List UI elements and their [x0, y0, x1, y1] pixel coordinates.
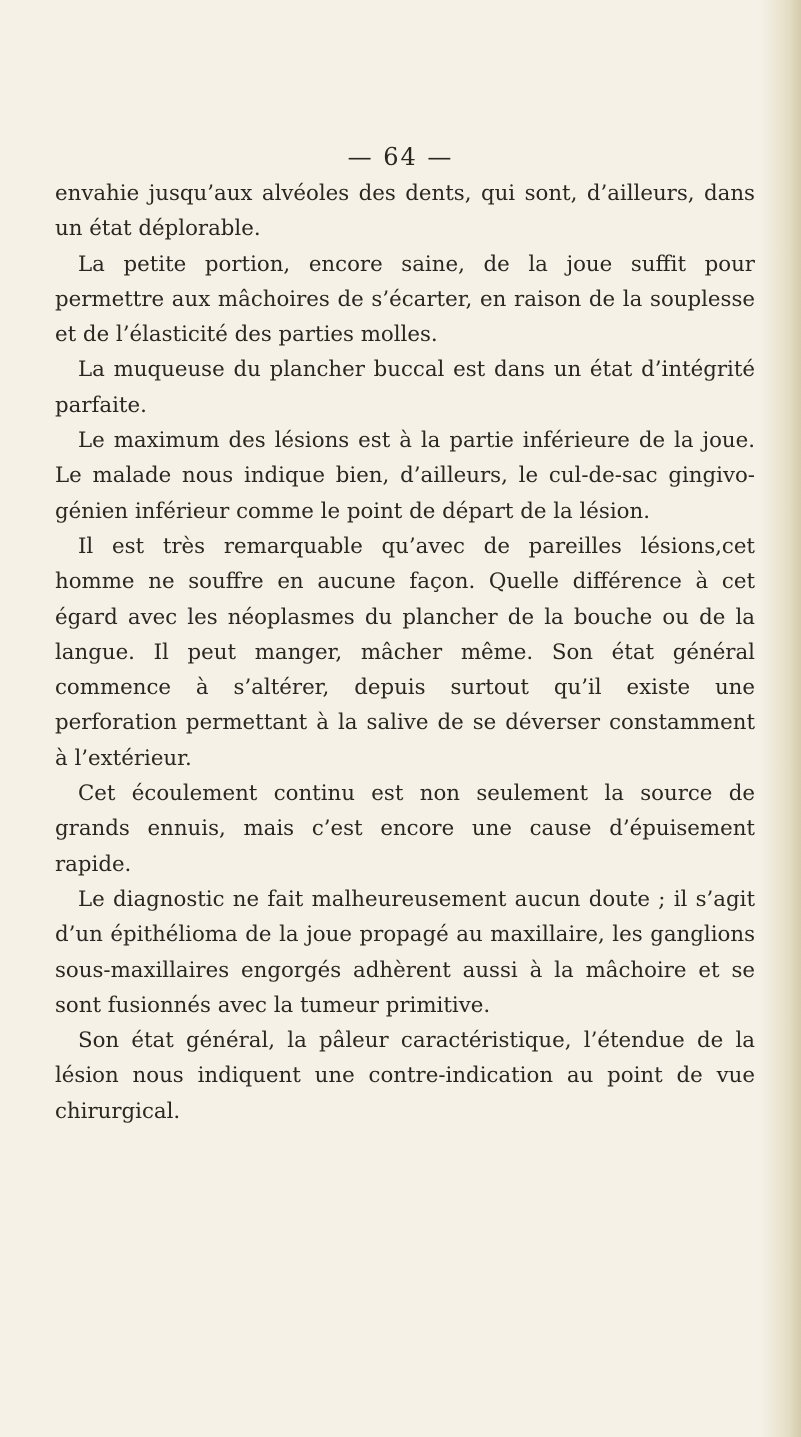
paragraph-5: Il est très remarquable qu’avec de pareilles lésions,cet homme ne souffre en aucune façon. Quelle différence à cet égard avec les néoplasmes du plancher de la bouche ou de la langue. Il peut manger, mâcher même. Son état général commence à s’altérer, depuis surtout qu’il existe une perforation permettant à la salive de se déverser constamment à l’extérieur.: [55, 533, 755, 771]
paragraph-6: Cet écoulement continu est non seulement la source de grands ennuis, mais c’est encore une cause d’épuisement rapide.: [55, 781, 755, 877]
page-number: — 64 —: [347, 143, 454, 171]
paragraph-1: envahie jusqu’aux alvéoles des dents, qui sont, d’ailleurs, dans un état déplorable.: [55, 181, 755, 242]
page-edge-shadow: [761, 0, 801, 1437]
paragraph-4: Le maximum des lésions est à la partie inférieure de la joue. Le malade nous indique bien, d’ailleurs, le cul-de-sac gingivo-génien inférieur comme le point de départ de la lésion.: [55, 428, 755, 524]
paragraph-2: La petite portion, encore saine, de la joue suffit pour permettre aux mâchoires de s’écarter, en raison de la souplesse et de l’élasticité des parties molles.: [55, 251, 755, 348]
paragraph-7: Le diagnostic ne fait malheureusement aucun doute ; il s’agit d’un épithélioma de la joue propagé au maxillaire, les ganglions sous-maxillaires engorgés adhèrent aussi à la mâchoire et se sont fusionnés avec la tumeur primitive.: [55, 886, 755, 1018]
paragraph-8: Son état général, la pâleur caractéristique, l’étendue de la lésion nous indiquent une contre-indication au point de vue chirurgical.: [55, 1028, 755, 1124]
paragraph-3: La muqueuse du plancher buccal est dans un état d’intégrité parfaite.: [55, 357, 755, 418]
body-text: [55, 176, 755, 1129]
